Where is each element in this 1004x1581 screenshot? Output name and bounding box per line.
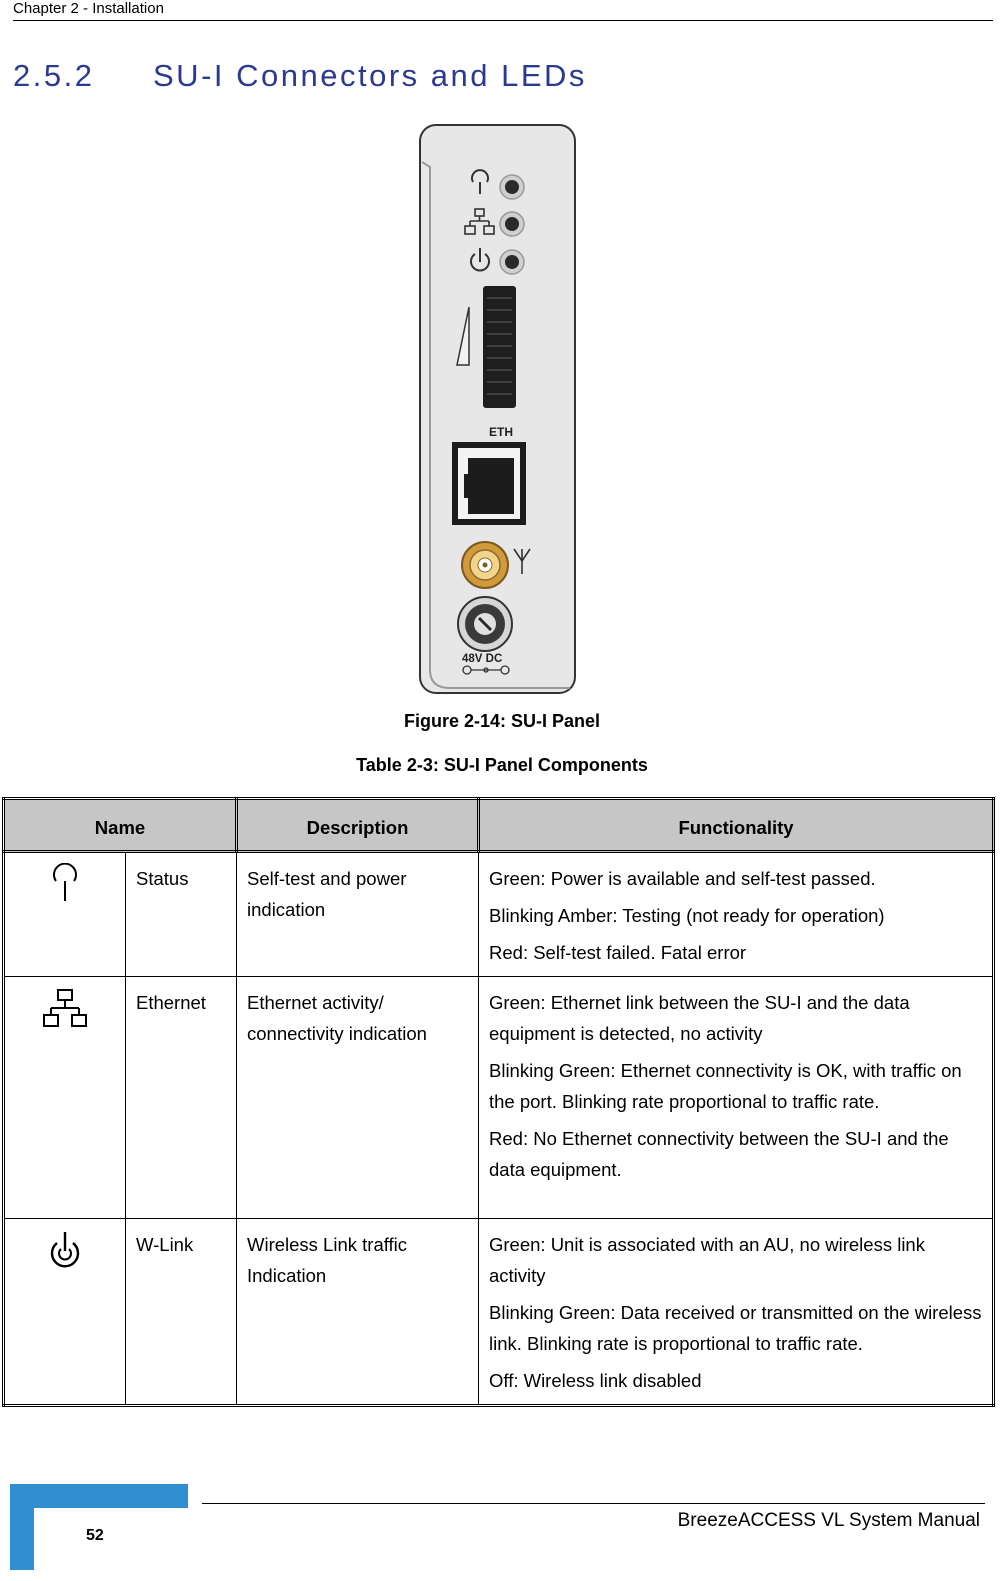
table-header-row	[4, 799, 994, 852]
ethernet-icon	[42, 987, 88, 1031]
antenna-connector	[462, 542, 508, 588]
manual-title: BreezeACCESS VL System Manual	[677, 1510, 980, 1531]
row-icon-cell	[4, 1219, 126, 1406]
row-functionality	[479, 852, 994, 977]
footer-accent-bar	[10, 1484, 188, 1508]
row-description: Self-test and power indication	[237, 852, 479, 977]
section-number: 2.5.2	[13, 58, 95, 93]
name-header: Name	[4, 799, 237, 852]
function-line: Red: No Ethernet connectivity between the SU-I and the data equipment.	[489, 1128, 949, 1180]
functionality-header: Functionality	[479, 799, 994, 852]
footer-accent-bar-vertical	[10, 1484, 34, 1570]
su-i-panel-illustration	[410, 122, 580, 697]
function-line: Green: Power is available and self-test passed.	[489, 868, 876, 889]
section-title: SU-I Connectors and LEDs	[153, 58, 587, 93]
row-description: Wireless Link traffic Indication	[237, 1219, 479, 1406]
function-line: Red: Self-test failed. Fatal error	[489, 942, 747, 963]
function-line: Blinking Amber: Testing (not ready for operation)	[489, 905, 885, 926]
function-line: Blinking Green: Data received or transmitted on the wireless link. Blinking rate is proportional to traffic rate.	[489, 1302, 982, 1354]
row-name: Ethernet	[126, 977, 237, 1219]
function-line: Blinking Green: Ethernet connectivity is OK, with traffic on the port. Blinking rate proportional to traffic rate.	[489, 1060, 962, 1112]
table-row	[4, 977, 994, 1219]
wireless-link-icon	[47, 1229, 83, 1269]
function-line: Green: Ethernet link between the SU-I and the data equipment is detected, no activity	[489, 992, 910, 1044]
header-divider	[13, 20, 993, 21]
rssi-bar-display	[483, 286, 516, 408]
power-label: 48V DC	[462, 653, 503, 665]
row-icon-cell	[4, 852, 126, 977]
row-name: Status	[126, 852, 237, 977]
function-line: Green: Unit is associated with an AU, no wireless link activity	[489, 1234, 925, 1286]
row-functionality	[479, 977, 994, 1219]
table-row	[4, 1219, 994, 1406]
chapter-header: Chapter 2 - Installation	[13, 0, 164, 17]
row-name: W-Link	[126, 1219, 237, 1406]
power-connector	[458, 597, 512, 651]
status-icon	[48, 863, 82, 903]
panel-components-table	[2, 797, 995, 1407]
function-line: Off: Wireless link disabled	[489, 1370, 702, 1391]
table-caption: Table 2-3: SU-I Panel Components	[356, 755, 648, 775]
footer-divider	[202, 1503, 985, 1504]
eth-label: ETH	[489, 425, 513, 439]
row-icon-cell	[4, 977, 126, 1219]
page-number: 52	[86, 1527, 104, 1544]
figure-caption: Figure 2-14: SU-I Panel	[403, 711, 601, 731]
row-functionality	[479, 1219, 994, 1406]
section-heading	[13, 58, 587, 94]
row-description: Ethernet activity/ connectivity indication	[237, 977, 479, 1219]
su-i-panel-figure	[410, 122, 580, 697]
description-header: Description	[237, 799, 479, 852]
table-row	[4, 852, 994, 977]
